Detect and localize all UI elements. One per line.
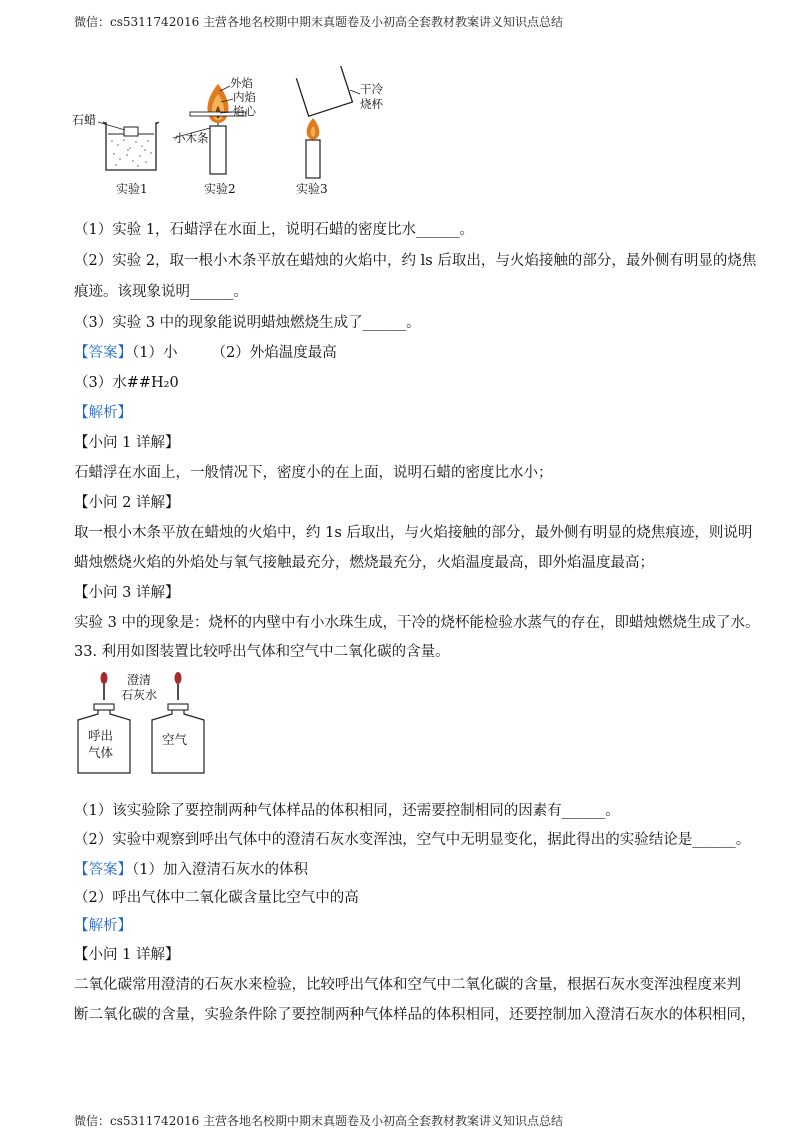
dropper-left: [101, 672, 108, 700]
bottle1-label-line1: 呼出: [88, 728, 114, 743]
outer-flame-label: 外焰: [230, 76, 253, 90]
experiment2-candle: [173, 76, 256, 174]
reagent-label-line2: 石灰水: [121, 688, 158, 702]
q32-answer-2: （2）外焰温度最高: [211, 345, 337, 361]
dropper-right: [175, 672, 182, 700]
page-header: 微信：cs5311742016 主营各地名校期中期末真题卷及小初高全套教材教案讲义知识点总结: [74, 15, 564, 29]
q33-sub2: （2）实验中观察到呼出气体中的澄清石灰水变浑浊，空气中无明显变化，据此得出的实验结论是______。: [74, 832, 751, 848]
caption-experiment1: 实验1: [116, 182, 148, 196]
experiment3-candle: [296, 66, 383, 178]
experiment1-beaker: [72, 112, 159, 170]
q32-detail1-tag: 【小问 1 详解】: [74, 435, 180, 451]
dry-cold-beaker: [296, 66, 352, 116]
q33-sub1: （1）该实验除了要控制两种气体样品的体积相同，还需要控制相同的因素有______。: [74, 803, 620, 819]
bottle-exhaled-gas: [78, 704, 130, 773]
analysis-tag: 【解析】: [74, 918, 132, 934]
q32-sub2-line1: （2）实验 2，取一根小木条平放在蜡烛的火焰中，约 ls 后取出，与火焰接触的部分，最外侧有明显的烧焦: [74, 253, 757, 269]
page-footer: 微信：cs5311742016 主营各地名校期中期末真题卷及小初高全套教材教案讲义知识点总结: [74, 1114, 564, 1128]
q32-answer-3: （3）水##H₂0: [74, 375, 179, 391]
answer-tag: 【答案】: [74, 345, 132, 361]
stick-label: 小木条: [174, 131, 209, 145]
q33-detail1-line2: 断二氧化碳的含量，实验条件除了要控制两种气体样品的体积相同，还要控制加入澄清石灰水的体积相同，: [74, 1007, 756, 1023]
inner-flame-label: 内焰: [233, 90, 256, 104]
gas-bottles-figure: [72, 668, 222, 778]
bottle1-label-line2: 气体: [88, 745, 114, 760]
candle-experiments-figure: [70, 66, 390, 206]
q32-sub1: （1）实验 1，石蜡浮在水面上，说明石蜡的密度比水______。: [74, 222, 475, 238]
q32-detail3-tag: 【小问 3 详解】: [74, 585, 180, 601]
beaker-label-line1: 干冷: [360, 82, 383, 96]
analysis-tag: 【解析】: [74, 405, 132, 421]
beaker-label-line2: 烧杯: [360, 97, 383, 111]
q32-answer-1: （1）小: [132, 345, 178, 361]
q32-sub3: （3）实验 3 中的现象能说明蜡烛燃烧生成了______。: [74, 315, 421, 331]
q32-detail2-tag: 【小问 2 详解】: [74, 495, 180, 511]
q32-answer-row: [74, 343, 337, 363]
q32-detail2-line2: 蜡烛燃烧火焰的外焰处与氧气接触最充分，燃烧最充分，火焰温度最高，即外焰温度最高；: [74, 555, 654, 571]
bottle2-label: 空气: [162, 732, 188, 747]
wax-block: [124, 127, 138, 136]
q33-detail1-line1: 二氧化碳常用澄清的石灰水来检验，比较呼出气体和空气中二氧化碳的含量，根据石灰水变浑浊程度来判: [74, 977, 741, 993]
reagent-label-line1: 澄清: [127, 673, 152, 687]
caption-experiment2: 实验2: [204, 182, 236, 196]
answer-tag: 【答案】: [74, 862, 132, 878]
q33-answer-1: （1）加入澄清石灰水的体积: [132, 862, 308, 878]
caption-experiment3: 实验3: [296, 182, 328, 196]
q33-detail1-tag: 【小问 1 详解】: [74, 947, 180, 963]
q33-answer-2: （2）呼出气体中二氧化碳含量比空气中的高: [74, 890, 359, 906]
q32-detail3: 实验 3 中的现象是：烧杯的内壁中有小水珠生成，干冷的烧杯能检验水蒸气的存在，即蜡烛燃烧生成了水。: [74, 615, 760, 631]
q33-stem: 33. 利用如图装置比较呼出气体和空气中二氧化碳的含量。: [74, 644, 450, 660]
core-flame-label: 焰心: [233, 104, 256, 118]
wax-label: 石蜡: [72, 113, 97, 127]
q32-sub2-line2: 痕迹。该现象说明______。: [74, 284, 248, 300]
q33-answer-row: [74, 860, 308, 880]
q32-detail2-line1: 取一根小木条平放在蜡烛的火焰中，约 1s 后取出，与火焰接触的部分，最外侧有明显的烧焦痕迹，则说明: [74, 525, 753, 541]
bottle-air: [152, 704, 204, 773]
q32-detail1: 石蜡浮在水面上，一般情况下，密度小的在上面，说明石蜡的密度比水小；: [74, 465, 553, 481]
